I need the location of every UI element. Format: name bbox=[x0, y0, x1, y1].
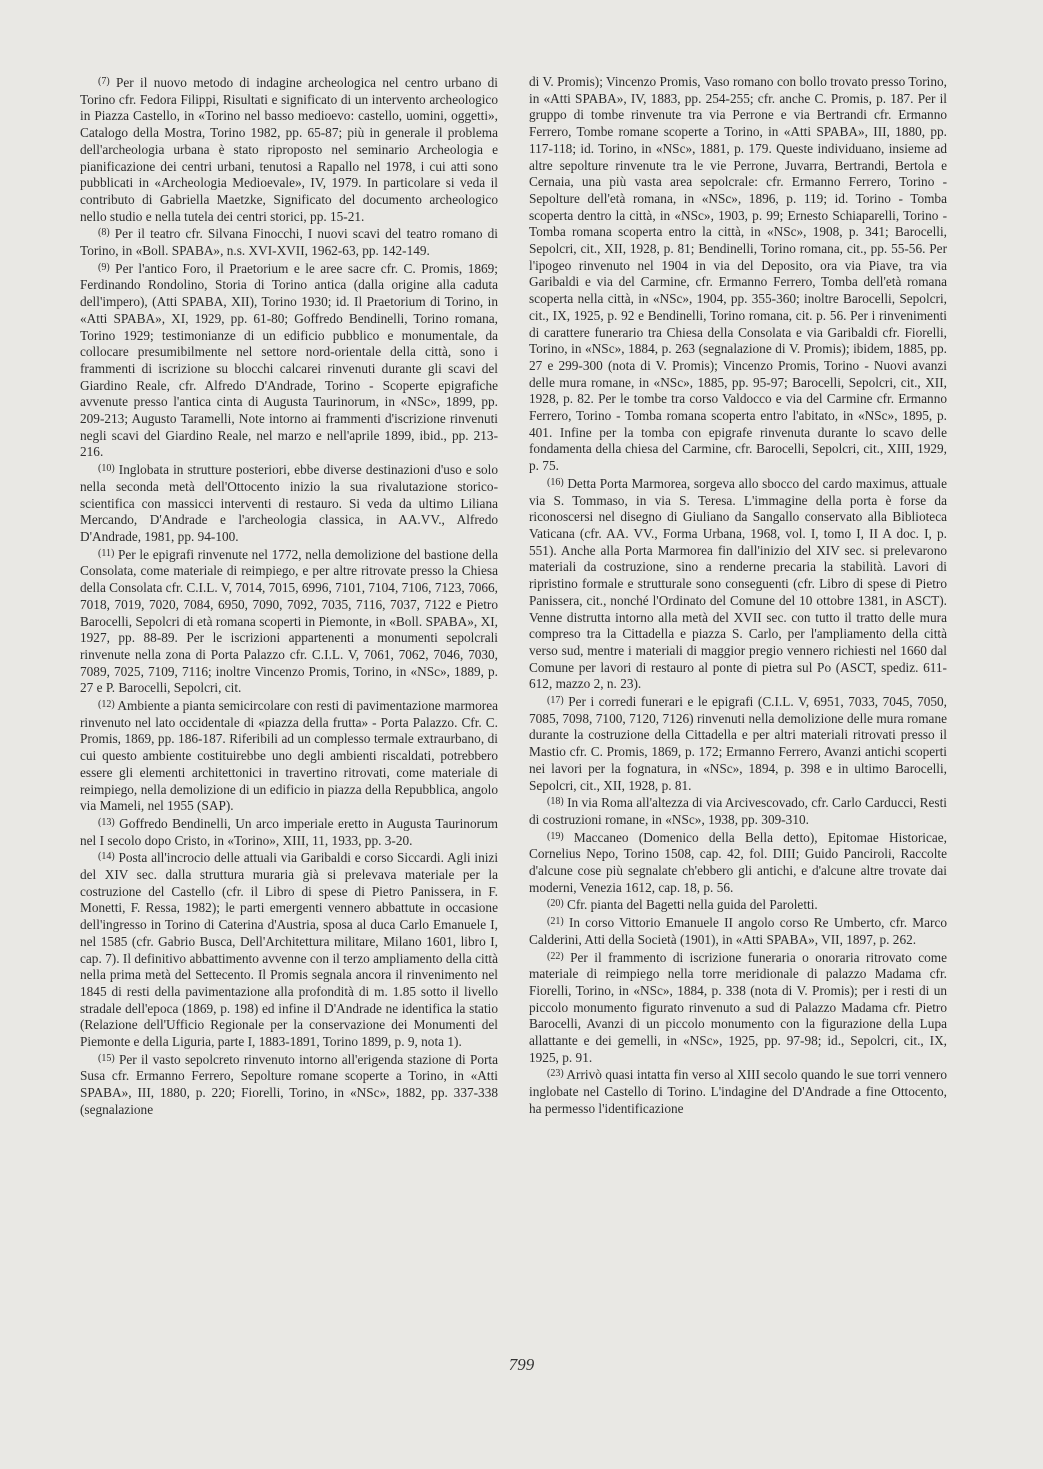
footnote-number: (19) bbox=[547, 830, 564, 842]
footnote-14 bbox=[80, 849, 498, 1050]
footnote-16 bbox=[529, 475, 947, 693]
footnote-15 bbox=[80, 1051, 498, 1119]
footnote-18 bbox=[529, 794, 947, 828]
footnote-number: (22) bbox=[547, 950, 564, 962]
footnote-9 bbox=[80, 260, 498, 461]
footnote-text: In via Roma all'altezza di via Arcivescovado, cfr. Carlo Carducci, Resti di costruzioni romane, in «NSc», 1938, pp. 309-310. bbox=[529, 795, 947, 827]
footnote-21 bbox=[529, 914, 947, 948]
footnote-text: Per l'antico Foro, il Praetorium e le aree sacre cfr. C. Promis, 1869; Ferdinando Rondolino, Storia di Torino antica (dalla origine alla caduta dell'impero), (Atti SPABA, XII), Torino 1930; id. Il Praetorium di Torino, in «Atti SPABA», XI, 1929, pp. 61-80; Goffredo Bendinelli, Torino romana, Torino 1929; testimonianze di un edificio pubblico e monumentale, da collocare presumibilmente nel settore nord-orientale della città, sono i frammenti di iscrizione su blocchi calcarei rinvenuti durante gli scavi del Giardino Reale, cfr. Alfredo D'Andrade, Torino - Scoperte epigrafiche avvenute presso l'antica cinta di Augusta Taurinorum, in «NSc», 1899, pp. 209-213; Augusto Taramelli, Note intorno ai frammenti d'iscrizione rinvenuti negli scavi del Giardino Reale, nel marzo e nell'aprile 1899, ibid., pp. 213-216. bbox=[80, 260, 499, 460]
footnote-10 bbox=[80, 461, 498, 546]
footnote-number: (13) bbox=[98, 816, 115, 828]
footnote-15-continued bbox=[529, 74, 947, 475]
footnote-number: (17) bbox=[547, 695, 564, 707]
footnote-11 bbox=[80, 546, 498, 697]
footnote-text: Per il frammento di iscrizione funeraria o onoraria ritrovato come materiale di reimpiego nella torre meridionale di palazzo Madama cfr. Fiorelli, Torino, in «NSc», 1884, p. 338 (nota di V. Promis); per i resti di un piccolo monumento figurato rinvenuto a sud di Palazzo Madama cfr. Pietro Barocelli, Avanzi di un piccolo monumento con la figurazione della Lupa allattante e dei gemelli, in «NSc», 1925, pp. 97-98; id., Sepolcri, cit., IX, 1925, p. 91. bbox=[529, 949, 947, 1065]
footnote-22 bbox=[529, 949, 947, 1067]
footnote-number: (12) bbox=[98, 699, 115, 711]
footnote-text: Posta all'incrocio delle attuali via Garibaldi e corso Siccardi. Agli inizi del XIV sec. dalla struttura muraria già si prelevava materiale per la costruzione del Castello (cfr. il Libro di spese di Pietro Panissera, in F. Monetti, F. Ressa, 1982); le parti emergenti vennero abbattute in occasione dell'ingresso in Torino di Caterina d'Austria, sposa al duca Carlo Emanuele I, nel 1585 (cfr. Gabrio Busca, Dell'Architettura militare, Milano 1601, libro I, cap. 7). Il definitivo abbattimento avvenne con il terzo ampliamento della città nella prima metà del Settecento. Il Promis segnala ancora il rinvenimento nel 1845 di resti della pavimentazione alla profondità di m. 1.85 sotto il livello stradale dell'epoca (1869, p. 198) ed infine il D'Andrade ne identifica la statio (Relazione dell'Ufficio Regionale per la conservazione dei Monumenti del Piemonte e della Liguria, parte I, 1883-1891, Torino 1899, p. 9, nota 1). bbox=[80, 850, 499, 1050]
footnote-23 bbox=[529, 1066, 947, 1117]
footnote-text: Inglobata in strutture posteriori, ebbe diverse destinazioni d'uso e solo nella seconda metà dell'Ottocento inizio la sua rivalutazione storico-scientifica con massicci interventi di restauro. Si veda da ultimo Liliana Mercando, D'Andrade e l'archeologia classica, in AA.VV., Alfredo D'Andrade, 1981, pp. 94-100. bbox=[80, 462, 499, 544]
footnote-number: (8) bbox=[98, 227, 110, 239]
footnote-number: (9) bbox=[98, 261, 110, 273]
footnote-number: (18) bbox=[547, 796, 564, 808]
footnote-number: (14) bbox=[98, 851, 115, 863]
footnote-number: (7) bbox=[98, 76, 110, 87]
footnote-13 bbox=[80, 815, 498, 849]
footnote-number: (23) bbox=[547, 1068, 564, 1080]
footnote-20 bbox=[529, 896, 947, 914]
footnote-number: (20) bbox=[547, 898, 564, 910]
footnote-19 bbox=[529, 829, 947, 897]
footnote-7 bbox=[80, 74, 498, 225]
footnote-number: (11) bbox=[98, 547, 115, 559]
right-column bbox=[529, 74, 947, 1118]
footnote-text: Goffredo Bendinelli, Un arco imperiale eretto in Augusta Taurinorum nel I secolo dopo Cristo, in «Torino», XIII, 11, 1933, pp. 3-20. bbox=[80, 815, 499, 848]
footnote-number: (15) bbox=[98, 1052, 115, 1064]
page-number: 799 bbox=[508, 1355, 535, 1374]
footnote-text: Per il teatro cfr. Silvana Finocchi, I nuovi scavi del teatro romano di Torino, in «Boll. SPABA», n.s. XVI-XVII, 1962-63, pp. 142-149. bbox=[80, 226, 498, 259]
left-column bbox=[80, 74, 498, 1119]
footnote-text: Per il vasto sepolcreto rinvenuto intorno all'erigenda stazione di Porta Susa cfr. Ermanno Ferrero, Sepolture romane scoperte a Torino, in «Atti SPABA», III, 1880, p. 220; Fiorelli, Torino, in «NSc», 1882, pp. 337-338 (segnalazione bbox=[80, 1051, 499, 1117]
footnote-text: Maccaneo (Domenico della Bella detto), Epitomae Historicae, Cornelius Nepo, Torino 1508, cap. 42, fol. DIII; Guido Panciroli, Raccolte d'alcune cose più segnalate ch'ebbero gli antichi, e d'alcune altre trovate dai moderni, Venezia 1612, cap. 18, p. 56. bbox=[529, 829, 947, 895]
footnote-number: (21) bbox=[547, 916, 564, 928]
footnote-text: Detta Porta Marmorea, sorgeva allo sbocco del cardo maximus, attuale via S. Tommaso, in via S. Teresa. L'immagine della porta è forse da riconoscersi nel disegno di Giuliano da Sangallo conservato alla Biblioteca Vaticana (cfr. AA. VV., Forma Urbana, 1968, vol. I, tomo I, II A doc. I, p. 551). Anche alla Porta Marmorea fin dall'inizio del XIV sec. si prelevarono materiali da costruzione, sino a renderne precaria la stabilità. Lavori di ripristino formale e strutturale sono conseguenti (cfr. Libro di spese di Pietro Panissera, cit., nonché l'Ordinato del Comune del 10 ottobre 1381, in ASCT). Venne distrutta intorno alla metà del XVII sec. con tutto il tratto delle mura compreso tra la Cittadella e piazza S. Carlo, per l'ampliamento della città verso sud, mentre i materiali di maggior pregio vennero richiesti nel 1660 dal Comune per lavori di restauro al ponte di pietra sul Po (ASCT, spediz. 611-612, mazzo 2, n. 23). bbox=[529, 475, 947, 692]
footnote-number: (16) bbox=[547, 476, 564, 488]
footnote-text: Cfr. pianta del Bagetti nella guida del Paroletti. bbox=[567, 897, 818, 913]
footnote-17 bbox=[529, 693, 947, 794]
footnote-text: In corso Vittorio Emanuele II angolo corso Re Umberto, cfr. Marco Calderini, Atti della Società (1901), in «Atti SPABA», VII, 1897, p. 262. bbox=[529, 915, 948, 947]
footnote-text: Ambiente a pianta semicircolare con resti di pavimentazione marmorea rinvenuto nel lato occidentale di «piazza della frutta» - Porta Palazzo. Cfr. C. Promis, 1869, pp. 186-187. Riferibili ad un complesso termale extraurbano, di cui questo ambiente costituirebbe uno degli ambienti riscaldati, potrebbero essere gli elementi architettonici in travertino ritrovati, come materiale di reimpiego, nella demolizione di un edificio in piazza della Repubblica, angolo via Mameli, nel 1955 (SAP). bbox=[80, 698, 499, 814]
footnote-number: (10) bbox=[98, 463, 115, 475]
footnote-text: Per il nuovo metodo di indagine archeologica nel centro urbano di Torino cfr. Fedora Filippi, Risultati e significato di un intervento archeologico in Piazza Castello, in «Torino nel basso medioevo: castello, uomini, oggetti», Catalogo della Mostra, Torino 1982, pp. 65-87; più in generale il problema dell'archeologia urbana è stato riproposto nel seminario Archeologia e pianificazione dei centri urbani, tenutosi a Rapallo nel 1978, i cui atti sono pubblicati in «Archeologia Medioevale», IV, 1979. In particolare si veda il contributo di Gabriella Maetzke, Significato del documento archeologico nello studio e nella tutela dei centri storici, pp. 15-21. bbox=[80, 75, 499, 224]
footnote-12 bbox=[80, 697, 498, 815]
footnote-text: Per i corredi funerari e le epigrafi (C.I.L. V, 6951, 7033, 7045, 7050, 7085, 7098, 7100, 7120, 7126) rinvenuti nella demolizione delle mura romane durante la costruzione della Cittadella e per altri materiali ritrovati presso il Mastio cfr. C. Promis, 1869, p. 172; Ermanno Ferrero, Avanzi antichi scoperti nei lavori per la fognatura, in «NSc», 1894, p. 398 e in ultimo Barocelli, Sepolcri, cit., XII, 1928, p. 81. bbox=[529, 694, 947, 793]
footnote-text: Arrivò quasi intatta fin verso al XIII secolo quando le sue torri vennero inglobate nel Castello di Torino. L'indagine del D'Andrade a fine Ottocento, ha permesso l'identificazione bbox=[529, 1067, 947, 1116]
footnote-text: di V. Promis); Vincenzo Promis, Vaso romano con bollo trovato presso Torino, in «Atti SPABA», IV, 1883, pp. 254-255; cfr. anche C. Promis, p. 187. Per il gruppo di tombe rinvenute tra via Perrone e via Bertrandi cfr. Ermanno Ferrero, Tombe romane scoperte a Torino, in «Atti SPABA», III, 1880, pp. 117-118; id. Torino, in «NSc», 1881, p. 179. Queste individuano, insieme ad altre sepolture rinvenute tra le vie Perrone, Juvarra, Bertrandi, Bertola e Cernaia, una più vasta area sepolcrale: cfr. Ermanno Ferrero, Torino - Sepolture dell'età romana, in «NSc», 1896, p. 119; id. Torino - Tomba scoperta dentro la città, in «NSc», 1903, p. 99; Ernesto Schiaparelli, Torino - Tomba romana scoperta entro la città, in «NSc», 1908, p. 341; Barocelli, Sepolcri, cit., XII, 1928, p. 81; Bendinelli, Torino romana, cit., pp. 55-56. Per l'ipogeo rinvenuto nel 1904 in via del Deposito, ora via Piave, tra via Garibaldi e via del Carmine, cfr. Ermanno Ferrero, Tomba dell'età romana scoperta nella città, in «NSc», 1904, pp. 355-360; inoltre Barocelli, Sepolcri, cit., IX, 1925, p. 92 e Bendinelli, Torino romana, cit. p. 56. Per i rinvenimenti di carattere funerario tra Chiesa della Consolata e via Garibaldi cfr. Fiorelli, Torino, in «NSc», 1884, p. 263 (segnalazione di V. Promis); ibidem, 1885, pp. 27 e 299-300 (nota di V. Promis); Vincenzo Promis, Torino - Nuovi avanzi delle mura romane, in «NSc», 1885, pp. 95-97; Barocelli, Sepolcri, cit., XII, 1928, p. 82. Per le tombe tra corso Valdocco e via del Carmine cfr. Ermanno Ferrero, Torino - Tomba romana scoperta entro l'abitato, in «NSc», 1895, p. 401. Infine per la tomba con epigrafe rinvenuta durante lo scavo delle fondamenta della chiesa del Carmine, cfr. Barocelli, Sepolcri, cit., XIII, 1929, p. 75. bbox=[529, 74, 947, 474]
footnote-8 bbox=[80, 225, 498, 259]
footnote-text: Per le epigrafi rinvenute nel 1772, nella demolizione del bastione della Consolata, come materiale di reimpiego, e per altre ritrovate presso la Chiesa della Consolata cfr. C.I.L. V, 7014, 7015, 6996, 7101, 7104, 7106, 7123, 7066, 7018, 7019, 7020, 7084, 6950, 7090, 7092, 7035, 7116, 7037, 7122 e Pietro Barocelli, Sepolcri di età romana scoperti in Piemonte, in «Boll. SPABA», XI, 1927, pp. 88-89. Per le iscrizioni appartenenti a monumenti sepolcrali rinvenute nella zona di Porta Palazzo cfr. C.I.L. V, 7061, 7062, 7046, 7030, 7089, 7025, 7109, 7116; inoltre Vincenzo Promis, Torino, in «NSc», 1889, p. 27 e P. Barocelli, Sepolcri, cit. bbox=[80, 546, 498, 696]
